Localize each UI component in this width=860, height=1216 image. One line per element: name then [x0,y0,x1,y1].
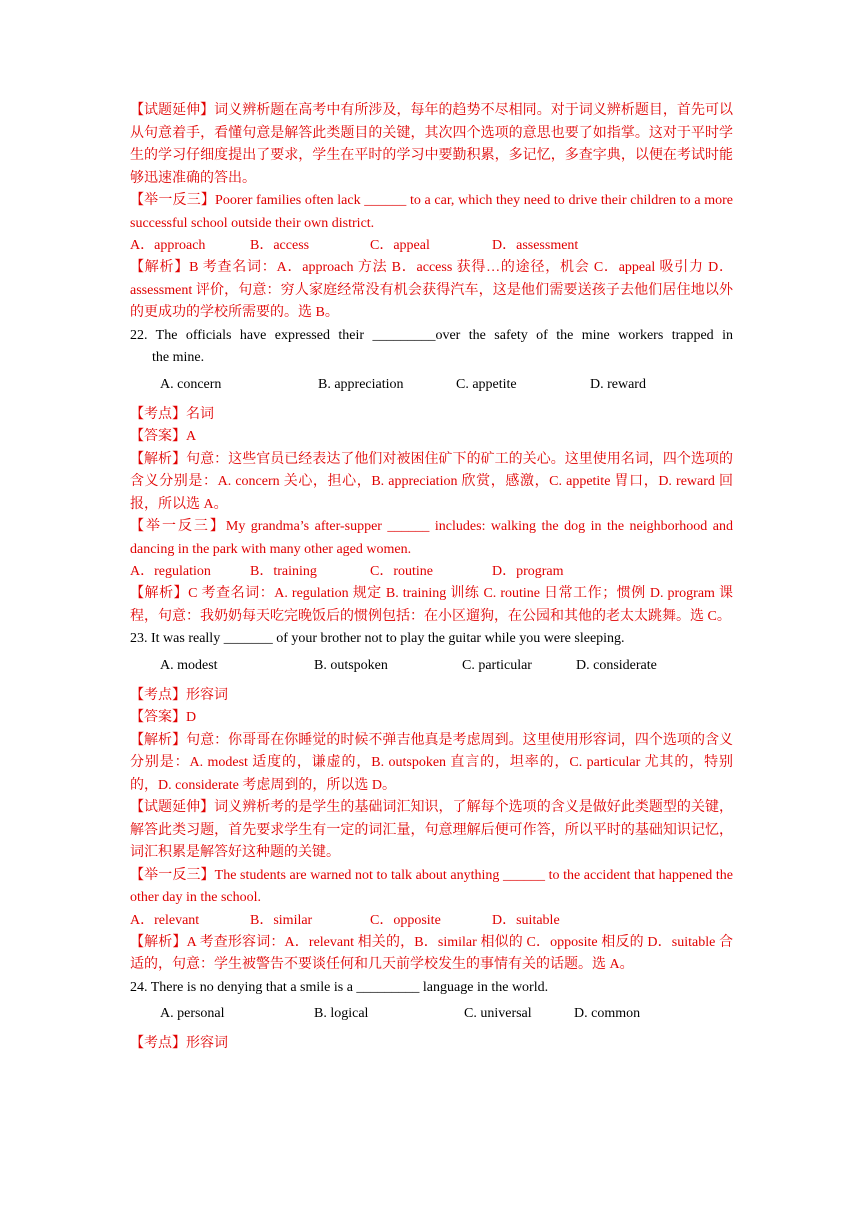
option-a: A．regulation [130,564,211,579]
option-c: C．opposite [370,912,441,928]
knowledge-point: 【考点】形容词 [130,1036,228,1051]
option-c: C．routine [370,564,433,579]
option-b: B．access [250,238,310,253]
analysis-paragraph: 【解析】句意：你哥哥在你睡觉的时候不弹吉他真是考虑周到。这里使用形容词，四个选项的含义分别是：A. modest 适度的，谦虚的，B. outspoken 直言的，坦率的，C. particular 尤其的，特别的，D. considerate 考虑周到的，所以选 D。 [130,732,733,793]
question-24 [130,977,733,1000]
knowledge-point: 【考点】形容词 [130,687,228,703]
option-c: C. appetite [456,376,517,392]
option-b: B. logical [314,1006,369,1021]
answer: 【答案】A [130,429,197,444]
option-b: B．training [250,564,317,579]
option-a: A. concern [160,376,222,392]
question-stem: 22. The officials have expressed their _________over the safety of the mine workers trapped in [130,327,733,343]
practice-question: 【举一反三】My grandma’s after-supper ______ includes: walking the dog in the neighborhood and dancing in the park with many other aged women. [130,519,733,557]
option-b: B. appreciation [318,376,404,392]
option-b: B．similar [250,912,313,928]
knowledge-point: 【考点】名词 [130,406,214,422]
question-stem-continued: the mine. [152,350,205,365]
analysis-paragraph: 【解析】句意：这些官员已经表达了他们对被困住矿下的矿工的关心。这里使用名词，四个选项的含义分别是：A. concern 关心，担心，B. appreciation 欣赏，感激，C. appetite 胃口，D. reward 回报，所以选 A。 [130,451,733,512]
document-page [130,100,733,1056]
option-d: D．assessment [492,238,579,253]
analysis-paragraph: 【解析】A 考查形容词：A．relevant 相关的，B．similar 相似的 C．opposite 相反的 D．suitable 合适的，句意：学生被警告不要谈任何和几天前学校发生的事情有关的话题。选 A。 [130,934,733,972]
answer: 【答案】D [130,710,197,725]
practice-options [130,910,733,932]
option-c: C. universal [464,1006,532,1021]
question-22-options [130,374,733,396]
question-23 [130,628,733,651]
practice-question: 【举一反三】Poorer families often lack ______ to a car, which they need to drive their children to a more successful school outside their own district. [130,193,733,231]
question-stem: 23. It was really _______ of your brother not to play the guitar while you were sleeping. [130,631,625,646]
practice-options [130,235,733,257]
question-22 [130,325,733,370]
option-a: A．relevant [130,912,200,928]
option-a: A. modest [160,657,218,673]
practice-question: 【举一反三】The students are warned not to talk about anything ______ to the accident that happened the other day in the school. [130,867,733,905]
option-d: D．suitable [492,912,560,928]
extension-paragraph: 【试题延伸】词义辨析考的是学生的基础词汇知识，了解每个选项的含义是做好此类题型的关键，解答此类习题，首先要求学生有一定的词汇量，句意理解后便可作答，所以平时的基础知识记忆，词汇积累是解答好这种题的关键。 [130,800,733,860]
analysis-paragraph: 【解析】C 考查名词：A. regulation 规定 B. training 训练 C. routine 日常工作；惯例 D. program 课程，句意：我奶奶每天吃完晚饭后的惯例包括：在小区遛狗，在公园和其他的老太太跳舞。选 C。 [130,586,733,624]
option-d: D．program [492,564,564,579]
question-23-options [130,655,733,677]
analysis-paragraph: 【解析】B 考查名词：A．approach 方法 B．access 获得…的途径，机会 C．appeal 吸引力 D．assessment 评价，句意：穷人家庭经常没有机会获得汽车，这是他们需要送孩子去他们居住地以外的更成功的学校所需要的。选 B。 [130,260,733,320]
practice-options [130,561,733,583]
option-a: A. personal [160,1006,225,1021]
question-stem: 24. There is no denying that a smile is a _________ language in the world. [130,979,549,995]
option-d: D. reward [590,376,646,392]
option-d: D. common [574,1006,641,1021]
option-b: B. outspoken [314,657,388,673]
question-24-options [130,1003,733,1025]
option-d: D. considerate [576,657,657,673]
option-a: A．approach [130,238,206,253]
extension-paragraph: 【试题延伸】词义辨析题在高考中有所涉及，每年的趋势不尽相同。对于词义辨析题目，首先可以从句意着手，看懂句意是解答此类题目的关键，其次四个选项的意思也要了如指掌。这对于平时学生的学习仔细度提出了要求，学生在平时的学习中要勤积累，多记忆，多查字典，以便在考试时能够迅速准确的答出。 [130,103,733,186]
option-c: C．appeal [370,238,430,253]
option-c: C. particular [462,657,532,673]
